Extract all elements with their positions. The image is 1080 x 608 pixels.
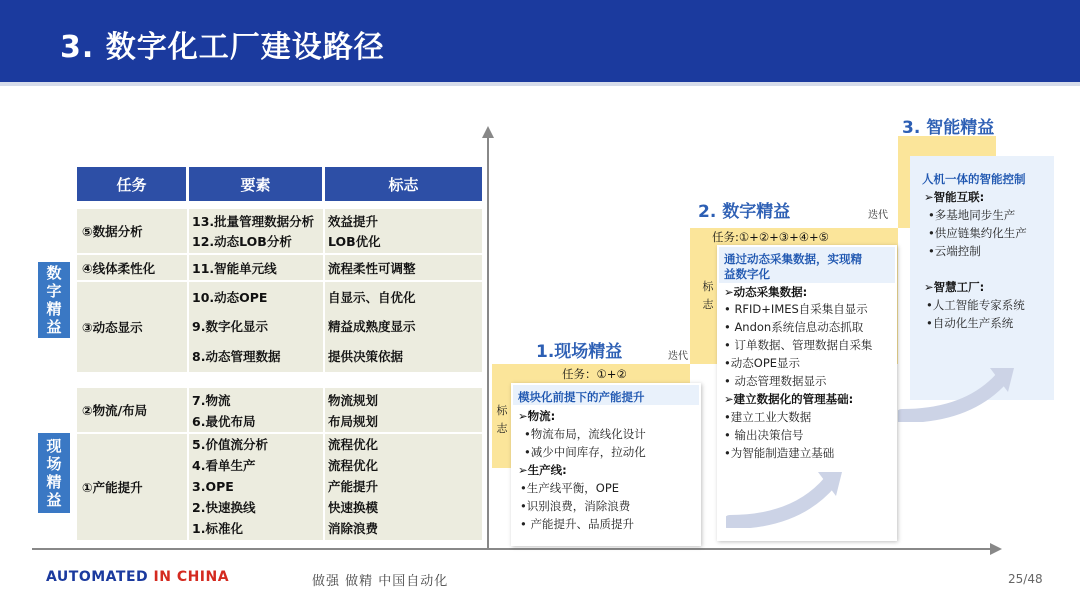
stage3-text: ➢智慧工厂: bbox=[924, 280, 985, 294]
element-cell: 5.价值流分析 bbox=[192, 437, 268, 452]
mark-cell: 效益提升 bbox=[328, 214, 379, 229]
mark-cell: 提供决策依据 bbox=[328, 349, 404, 364]
stage1-text: 模块化前提下的产能提升 bbox=[518, 390, 645, 404]
stage2-mark-label: 标 志 bbox=[702, 280, 714, 311]
stage2-text: • RFID+IMES自采集自显示 bbox=[724, 302, 868, 316]
stage2-text: •动态OPE显示 bbox=[724, 356, 801, 370]
mark-cell: 布局规划 bbox=[328, 413, 379, 429]
curved-arrow-icon bbox=[898, 360, 1018, 422]
stage1-iteration: 迭代 bbox=[668, 351, 688, 362]
stage2-text: ➢动态采集数据: bbox=[724, 285, 808, 299]
element-cell: 10.动态OPE bbox=[192, 290, 268, 305]
x-axis-arrow bbox=[990, 543, 1002, 555]
table-header-mark: 标志 bbox=[325, 167, 482, 201]
element-cell: 2.快速换线 bbox=[192, 500, 256, 515]
side-label-digital: 数 字 精 益 bbox=[38, 262, 70, 338]
stage1-text: •生产线平衡，OPE bbox=[520, 481, 620, 495]
element-cell: 8.动态管理数据 bbox=[192, 349, 281, 364]
stage2-task: 任务:①+②+③+④+⑤ bbox=[712, 230, 829, 244]
task-cell: ③动态显示 bbox=[82, 320, 143, 335]
mark-cell: 流程优化 bbox=[328, 437, 379, 452]
stage2-text: 通过动态采集数据，实现精 bbox=[724, 252, 862, 266]
stage2-text: • Andon系统信息动态抓取 bbox=[724, 320, 864, 334]
mark-cell: 消除浪费 bbox=[328, 521, 379, 536]
slide-title: 3. 数字化工厂建设路径 bbox=[60, 30, 385, 65]
element-cell: 7.物流 bbox=[192, 392, 231, 408]
stage3-text: •供应链集约化生产 bbox=[928, 226, 1027, 240]
stage2-text: •建立工业大数据 bbox=[724, 410, 812, 424]
brand-logo: AUTOMATED IN CHINA bbox=[46, 569, 230, 585]
element-cell: 11.智能单元线 bbox=[192, 260, 277, 276]
header-divider bbox=[0, 82, 1080, 86]
stage1-text: ➢物流: bbox=[518, 409, 556, 423]
stage2-text: ➢建立数据化的管理基础: bbox=[724, 392, 854, 406]
y-axis bbox=[487, 136, 489, 550]
element-cell: 4.看单生产 bbox=[192, 458, 256, 473]
stage2-iteration: 迭代 bbox=[868, 210, 888, 221]
stage3-text: •多基地同步生产 bbox=[928, 208, 1016, 222]
task-cell: ②物流/布局 bbox=[82, 403, 148, 418]
mark-cell: 快速换模 bbox=[328, 500, 379, 515]
mark-cell: 产能提升 bbox=[328, 479, 379, 494]
stage3-text: •人工智能专家系统 bbox=[926, 298, 1025, 312]
stage3-text: ➢智能互联: bbox=[924, 190, 985, 204]
stage2-text: •为智能制造建立基础 bbox=[724, 446, 835, 460]
page-number: 25/48 bbox=[1008, 572, 1043, 586]
stage1-text: • 产能提升、品质提升 bbox=[520, 517, 634, 531]
stage3-text: •自动化生产系统 bbox=[926, 316, 1014, 330]
element-cell: 13.批量管理数据分析 bbox=[192, 214, 315, 229]
task-cell: ④线体柔性化 bbox=[82, 260, 156, 276]
mark-cell: LOB优化 bbox=[328, 234, 381, 249]
mark-cell: 精益成熟度显示 bbox=[328, 319, 416, 334]
stage1-text: •减少中间库存，拉动化 bbox=[524, 445, 646, 459]
stage1-text: •识别浪费，消除浪费 bbox=[520, 499, 631, 513]
stage2-title: 2. 数字精益 bbox=[698, 202, 791, 222]
stage1-mark-label: 标 志 bbox=[496, 404, 508, 435]
stage2-text: • 订单数据、管理数据自采集 bbox=[724, 338, 873, 352]
stage1-text: •物流布局，流线化设计 bbox=[524, 427, 646, 441]
element-cell: 12.动态LOB分析 bbox=[192, 234, 292, 249]
mark-cell: 物流规划 bbox=[328, 392, 379, 408]
x-axis bbox=[32, 548, 994, 550]
element-cell: 6.最优布局 bbox=[192, 413, 256, 429]
y-axis-arrow bbox=[482, 126, 494, 138]
stage3-text: 人机一体的智能控制 bbox=[922, 172, 1026, 186]
table-header-task: 任务 bbox=[77, 167, 186, 201]
mark-cell: 流程柔性可调整 bbox=[328, 260, 416, 276]
element-cell: 3.OPE bbox=[192, 478, 234, 494]
table-header-element: 要素 bbox=[189, 167, 322, 201]
mark-cell: 自显示、自优化 bbox=[328, 290, 416, 305]
stage2-text: • 动态管理数据显示 bbox=[724, 374, 827, 388]
element-cell: 1.标准化 bbox=[192, 521, 243, 536]
stage1-text: ➢生产线: bbox=[518, 463, 567, 477]
column-divider bbox=[323, 209, 325, 540]
header-bar bbox=[0, 0, 1080, 82]
stage2-text: 益数字化 bbox=[724, 267, 770, 281]
element-cell: 9.数字化显示 bbox=[192, 319, 268, 334]
stage1-title: 1.现场精益 bbox=[536, 342, 623, 362]
stage3-title: 3. 智能精益 bbox=[902, 118, 995, 138]
footer-motto: 做强 做精 中国自动化 bbox=[312, 574, 449, 589]
curved-arrow-icon bbox=[726, 462, 846, 528]
task-cell: ①产能提升 bbox=[82, 480, 143, 495]
mark-cell: 流程优化 bbox=[328, 458, 379, 473]
task-cell: ⑤数据分析 bbox=[82, 224, 143, 239]
stage3-text: •云端控制 bbox=[928, 244, 981, 258]
stage2-text: • 输出决策信号 bbox=[724, 428, 804, 442]
stage1-task: 任务：①+② bbox=[562, 367, 627, 381]
column-divider bbox=[187, 209, 189, 540]
side-label-onsite: 现 场 精 益 bbox=[38, 433, 70, 513]
